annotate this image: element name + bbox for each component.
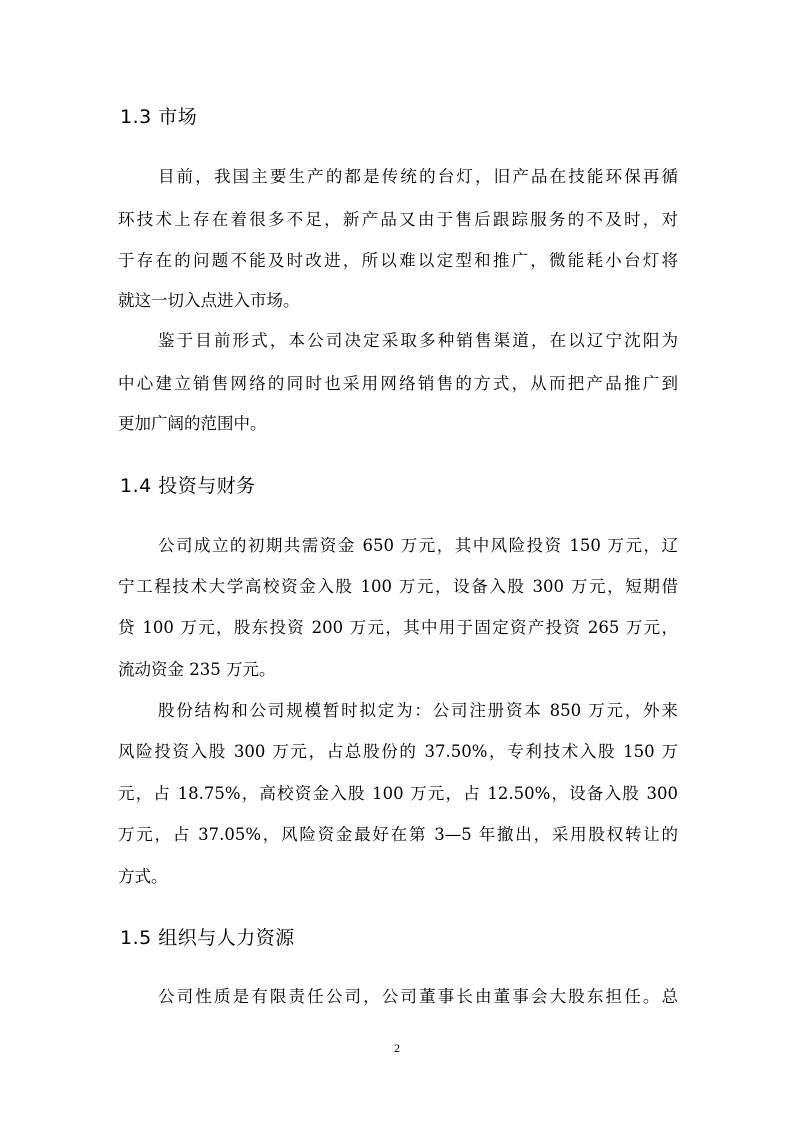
section-heading-1-5: 1.5 组织与人力资源	[120, 927, 295, 949]
page-number: 2	[394, 1041, 400, 1055]
paragraph-line: 风险投资入股 300 万元，占总股份的 37.50%，专利技术入股 150 万	[118, 742, 678, 761]
paragraph-line: 元，占 18.75%，高校资金入股 100 万元，占 12.50%，设备入股 300	[118, 784, 678, 803]
paragraph-line: 更加广阔的范围中。	[118, 414, 267, 433]
paragraph-line: 环技术上存在着很多不足，新产品又由于售后跟踪服务的不及时，对	[118, 210, 678, 229]
paragraph-line: 股份结构和公司规模暂时拟定为：公司注册资本 850 万元，外来	[158, 701, 678, 720]
paragraph-line: 目前，我国主要生产的都是传统的台灯，旧产品在技能环保再循	[158, 167, 678, 186]
paragraph-line: 流动资金 235 万元。	[118, 660, 276, 679]
section-heading-1-3: 1.3 市场	[120, 106, 198, 128]
paragraph-line: 公司成立的初期共需资金 650 万元，其中风险投资 150 万元，辽	[158, 536, 678, 555]
paragraph-line: 万元，占 37.05%，风险资金最好在第 3—5 年撤出，采用股权转让的	[118, 825, 678, 844]
section-heading-1-4: 1.4 投资与财务	[120, 475, 256, 497]
paragraph-line: 就这一切入点进入市场。	[118, 291, 300, 310]
paragraph-line: 中心建立销售网络的同时也采用网络销售的方式，从而把产品推广到	[118, 374, 678, 393]
paragraph-line: 方式。	[118, 867, 168, 886]
paragraph-line: 宁工程技术大学高校资金入股 100 万元，设备入股 300 万元，短期借	[118, 577, 678, 596]
paragraph-line: 于存在的问题不能及时改进，所以难以定型和推广，微能耗小台灯将	[118, 251, 678, 270]
paragraph-line: 贷 100 万元，股东投资 200 万元，其中用于固定资产投资 265 万元，	[118, 618, 678, 637]
paragraph-line: 鉴于目前形式，本公司决定采取多种销售渠道，在以辽宁沈阳为	[158, 331, 678, 350]
paragraph-line: 公司性质是有限责任公司，公司董事长由董事会大股东担任。总	[158, 987, 678, 1006]
